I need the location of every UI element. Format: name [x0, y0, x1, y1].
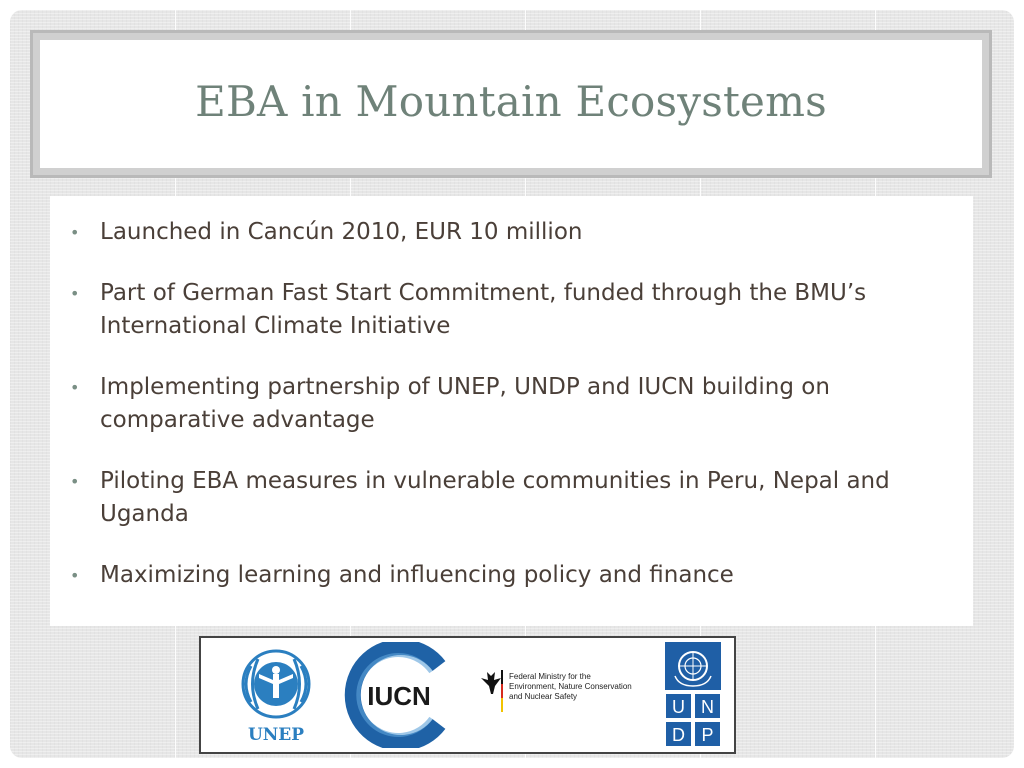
bullet-text: Part of German Fast Start Commitment, funded through the BMU’s International Climate Initiative	[100, 280, 867, 339]
undp-letter: N	[701, 697, 714, 717]
bullet-dot-icon: •	[70, 472, 80, 491]
bullet-dot-icon: •	[70, 284, 80, 303]
iucn-logo	[341, 642, 451, 748]
content-box	[50, 196, 973, 626]
bmu-wordmark: Federal Ministry for the Environment, Nature Conservation and Nuclear Safety	[509, 672, 632, 701]
un-emblem-icon	[665, 642, 721, 748]
unep-logo	[231, 644, 321, 748]
unep-wordmark: UNEP	[247, 725, 305, 745]
iucn-ring-icon	[341, 642, 451, 748]
slide	[10, 10, 1014, 758]
bullet-dot-icon: •	[70, 566, 80, 585]
bullet-item	[58, 277, 953, 343]
bullet-item	[58, 371, 953, 437]
bullet-text: Implementing partnership of UNEP, UNDP and IUCN building on comparative advantage	[100, 374, 830, 433]
partner-logos	[199, 636, 736, 754]
undp-logo	[665, 642, 721, 748]
federal-eagle-icon	[479, 668, 507, 728]
bmu-logo	[479, 668, 659, 728]
unep-emblem-icon	[231, 644, 321, 748]
bullet-dot-icon: •	[70, 223, 80, 242]
title-box	[40, 40, 982, 168]
bullet-text: Maximizing learning and influencing policy and finance	[100, 562, 734, 588]
bullet-list	[58, 216, 953, 592]
bullet-text: Piloting EBA measures in vulnerable communities in Peru, Nepal and Uganda	[100, 468, 890, 527]
undp-letter: U	[672, 697, 685, 717]
bullet-item	[58, 216, 953, 249]
bullet-item	[58, 465, 953, 531]
bullet-text: Launched in Cancún 2010, EUR 10 million	[100, 219, 583, 245]
undp-letter: P	[701, 725, 714, 745]
bullet-dot-icon: •	[70, 378, 80, 397]
undp-letter: D	[672, 725, 685, 745]
iucn-wordmark: IUCN	[367, 681, 431, 711]
slide-title: EBA in Mountain Ecosystems	[195, 76, 827, 126]
bullet-item	[58, 559, 953, 592]
title-frame	[30, 30, 992, 178]
